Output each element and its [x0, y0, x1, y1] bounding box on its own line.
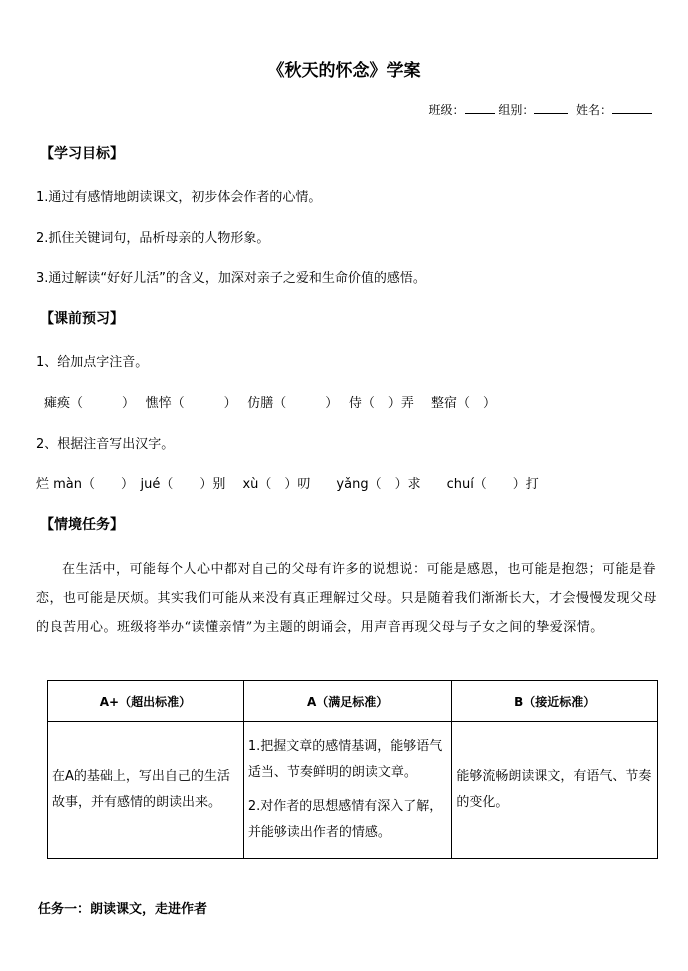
name-label: 姓名： [575, 103, 612, 117]
preview-q1-items: 瘫痪（ ） 憔悴（ ） 仿膳（ ） 侍（ ）弄 整宿（ ） [44, 396, 497, 411]
preview-question-2: 2、根据注音写出汉字。 [36, 437, 175, 452]
goal-1: 1.通过有感情地朗读课文，初步体会作者的心情。 [36, 190, 322, 205]
rubric-a-point-2: 2.对作者的思想感情有深入了解，并能够读出作者的情感。 [247, 799, 443, 840]
situation-paragraph: 在生活中，可能每个人心中都对自己的父母有许多的说想说：可能是感恩，也可能是抱怨；可能是眷恋，也可能是厌烦。其实我们可能从来没有真正理解过父母。只是随着我们渐渐长大，才会慢慢发现父母的良苦用心。班级将举办“读懂亲情”为主题的朗诵会，用声音再现父母与子女之间的挚爱深情。 [36, 562, 658, 635]
name-blank [612, 101, 652, 114]
class-label: 班级： [428, 103, 465, 117]
rubric-table [47, 680, 658, 859]
preview-question-1: 1、给加点字注音。 [36, 355, 149, 370]
rubric-a-plus-cell: 在A的基础上，写出自己的生活故事，并有感情的朗读出来。 [48, 722, 244, 859]
class-blank [465, 101, 495, 114]
student-info [428, 101, 652, 118]
situation-heading: 【情境任务】 [40, 517, 124, 533]
rubric-body-row [48, 722, 658, 859]
rubric-header-b: B（接近标准） [452, 681, 658, 722]
rubric-a-point-1: 1.把握文章的感情基调，能够语气适当、节奏鲜明的朗读文章。 [247, 739, 443, 780]
page-title: 《秋天的怀念》学案 [267, 61, 421, 81]
goal-2: 2.抓住关键词句，品析母亲的人物形象。 [36, 231, 270, 246]
task-one-heading: 任务一：朗读课文，走进作者 [38, 902, 208, 917]
rubric-a-cell [243, 722, 452, 859]
rubric-header-row [48, 681, 658, 722]
rubric-b-cell: 能够流畅朗读课文，有语气、节奏的变化。 [452, 722, 658, 859]
preview-heading: 【课前预习】 [40, 311, 124, 327]
goals-heading: 【学习目标】 [40, 146, 124, 162]
rubric-header-a-plus: A+（超出标准） [48, 681, 244, 722]
group-label: 组别： [498, 103, 535, 117]
group-blank [534, 101, 568, 114]
goal-3: 3.通过解读“好好儿活”的含义，加深对亲子之爱和生命价值的感悟。 [36, 271, 426, 286]
rubric-header-a: A（满足标准） [243, 681, 452, 722]
preview-q2-items: 烂 màn（ ） jué（ ）别 xù（ ）叨 yǎng（ ）求 chuí（ ）打 [36, 477, 539, 492]
